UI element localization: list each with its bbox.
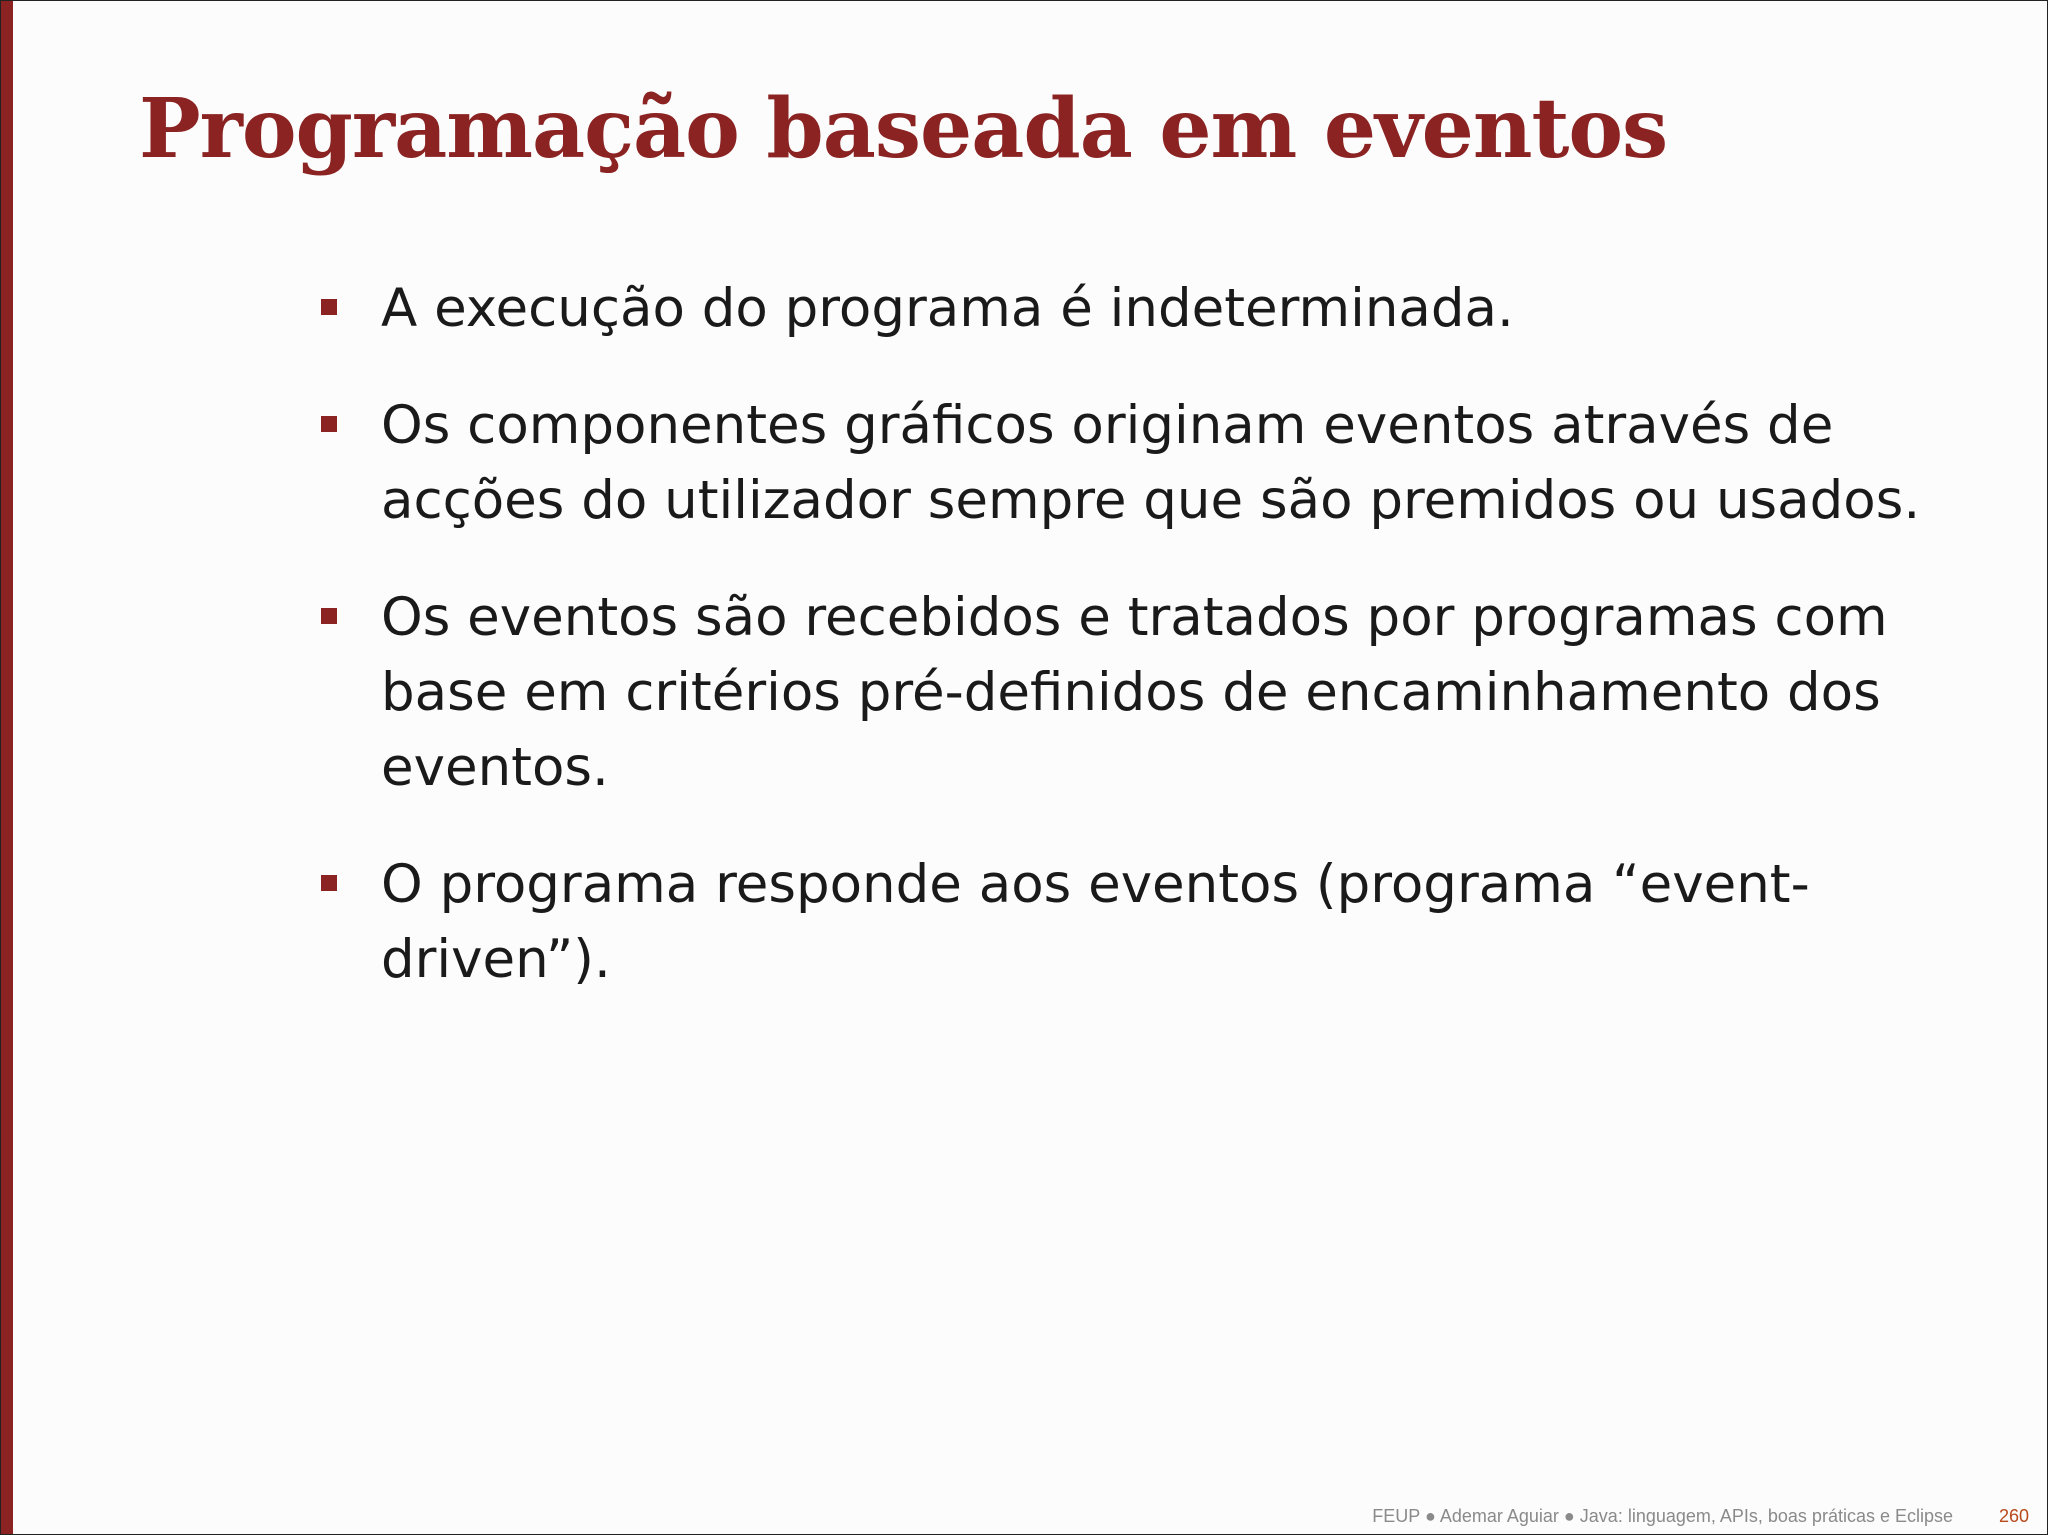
bullet-text: Os eventos são recebidos e tratados por programas com base em critérios pré-definidos de encaminhamento dos eventos. — [381, 587, 1888, 798]
square-bullet-icon — [321, 299, 337, 315]
square-bullet-icon — [321, 875, 337, 891]
left-accent-bar — [1, 1, 13, 1534]
bullet-item — [319, 847, 1939, 997]
slide-footer: FEUP ● Ademar Aguiar ● Java: linguagem, APIs, boas práticas e Eclipse — [1372, 1506, 1953, 1526]
slide-title: Programação baseada em eventos — [139, 81, 1668, 177]
bullet-item — [319, 388, 1939, 538]
bullet-text: A execução do programa é indeterminada. — [381, 278, 1514, 339]
bullet-list — [319, 271, 1939, 1039]
square-bullet-icon — [321, 416, 337, 432]
bullet-text: Os componentes gráficos originam eventos através de acções do utilizador sempre que são premidos ou usados. — [381, 395, 1921, 531]
square-bullet-icon — [321, 608, 337, 624]
bullet-item — [319, 580, 1939, 805]
page-number: 260 — [1998, 1506, 2029, 1526]
bullet-item — [319, 271, 1939, 346]
bullet-text: O programa responde aos eventos (programa “event-driven”). — [381, 854, 1810, 990]
